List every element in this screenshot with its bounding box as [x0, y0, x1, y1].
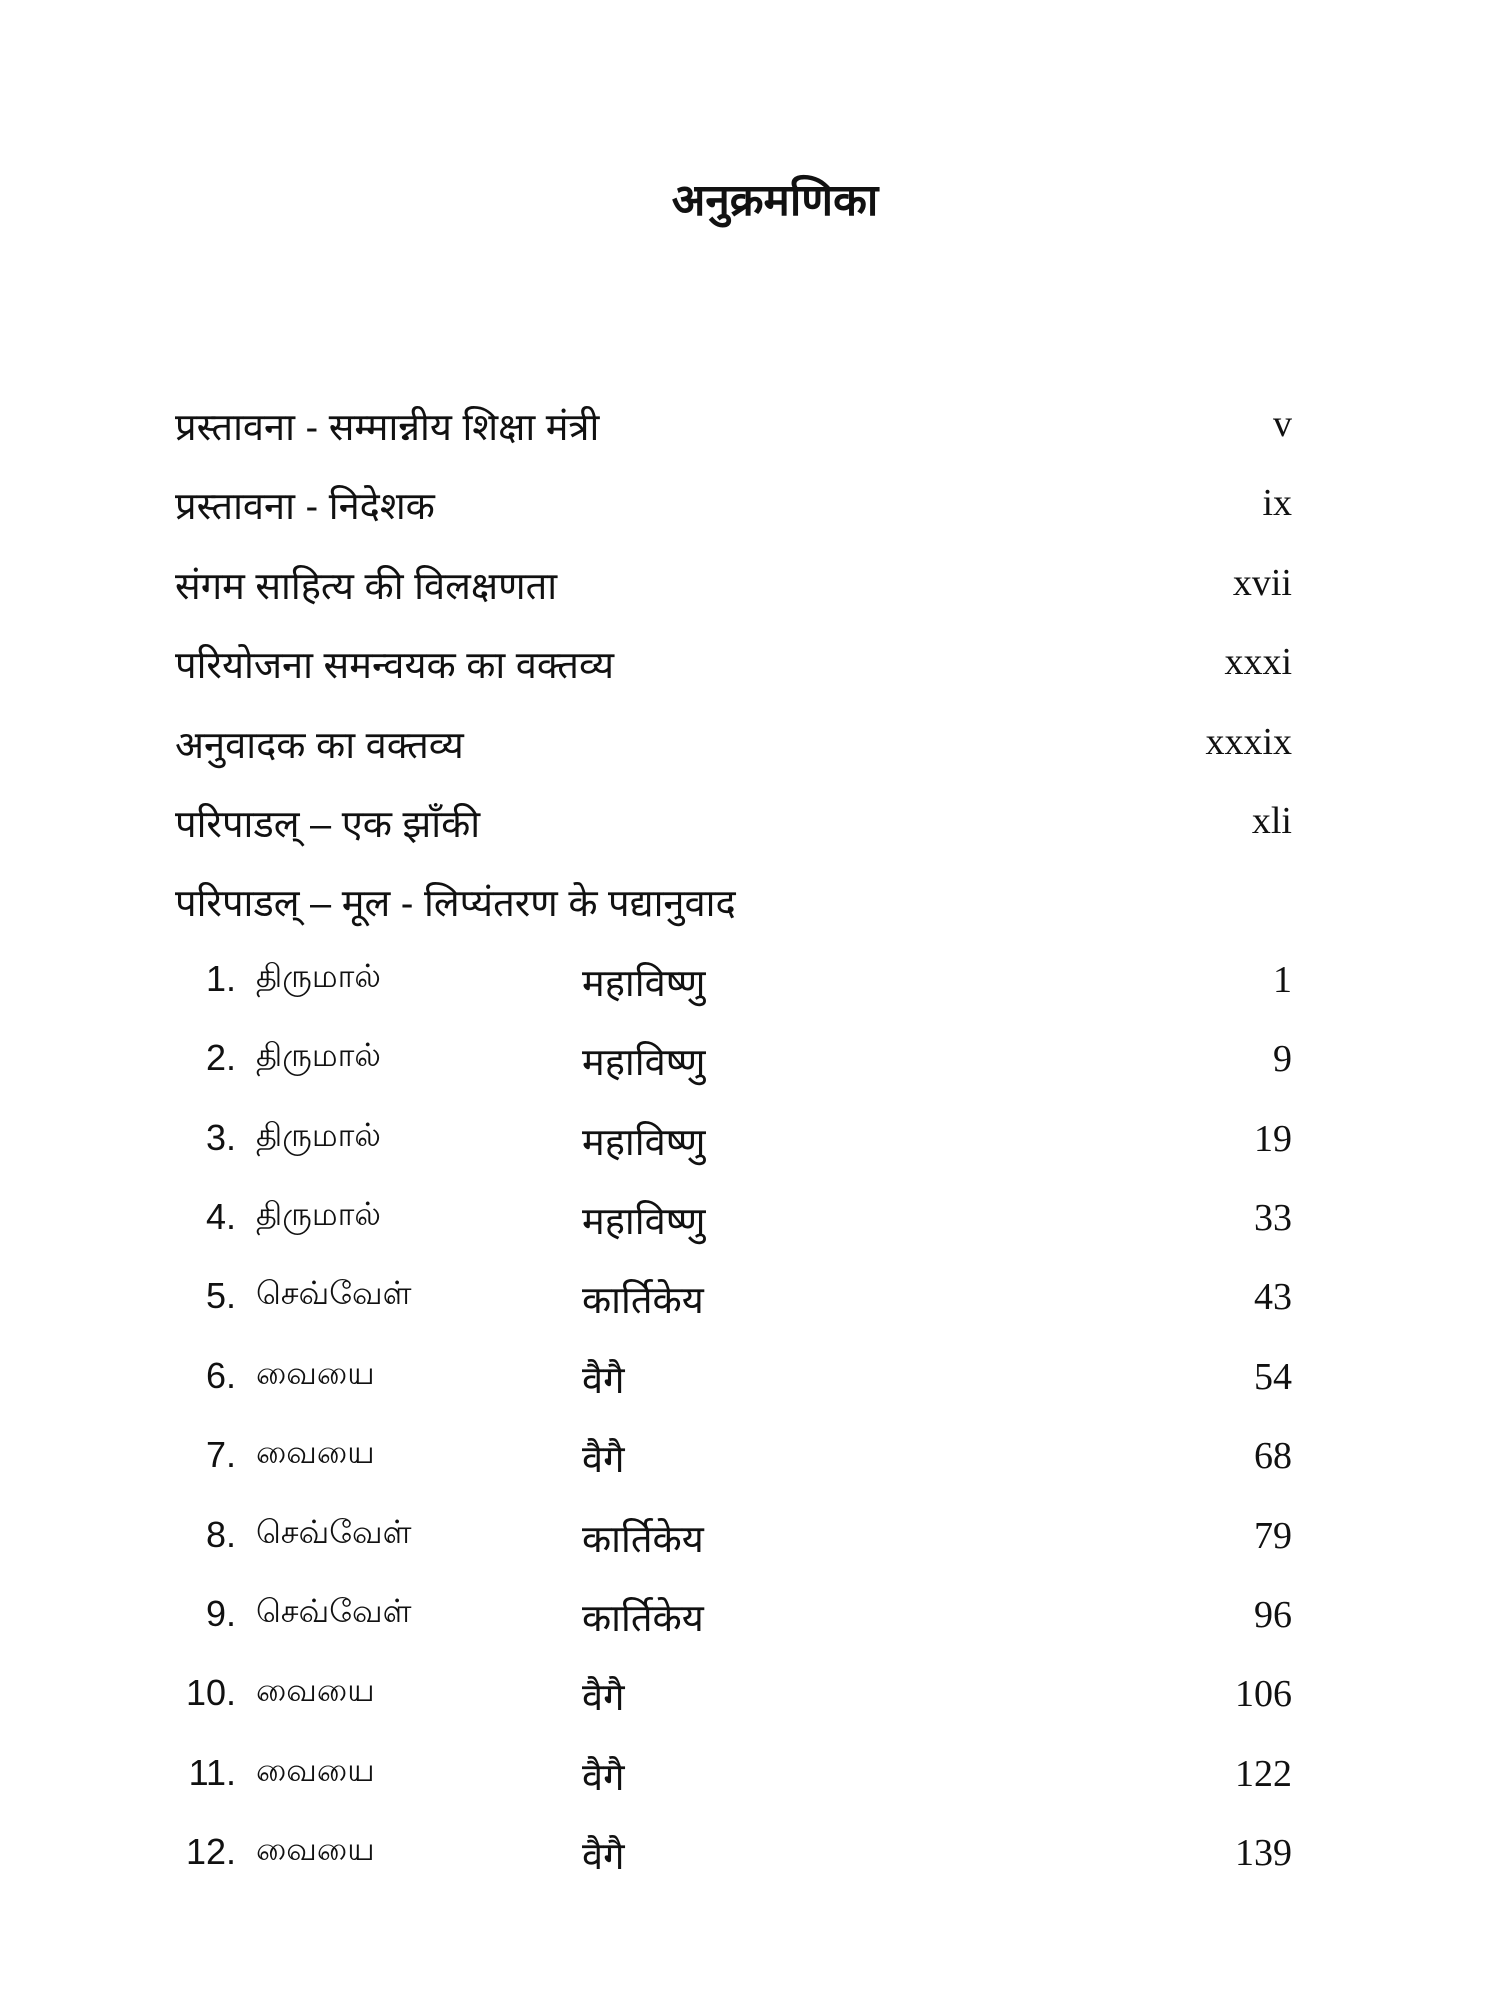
page-number: 139 [1235, 1832, 1292, 1875]
poem-entry [0, 1512, 1500, 1572]
poem-number: 5. [205, 1275, 236, 1317]
poem-number: 2. [205, 1037, 236, 1079]
poem-entry [0, 1273, 1500, 1333]
poem-number: 12. [185, 1831, 236, 1873]
poem-entry [0, 1670, 1500, 1730]
poem-number: 4. [205, 1196, 236, 1237]
hindi-title: महाविष्णु [582, 1201, 706, 1243]
poem-number: 7. [205, 1434, 236, 1476]
hindi-title: वैगै [582, 1359, 625, 1402]
page-number: xvii [1232, 561, 1292, 604]
poem-entry [0, 1115, 1500, 1175]
poem-number: 10. [185, 1672, 236, 1714]
hindi-title: वैगै [582, 1439, 625, 1482]
entry-title: परिपाडल् – एक झाँकी [175, 804, 481, 846]
hindi-title: महाविष्णु [582, 1042, 706, 1085]
entry-title: अनुवादक का वक्तव्य [175, 724, 464, 767]
page-number: xxxi [1224, 641, 1292, 684]
toc-entry [0, 718, 1500, 778]
toc-entry [0, 400, 1500, 460]
page-number: 122 [1235, 1752, 1292, 1795]
hindi-title: वैगै [582, 1756, 625, 1799]
poem-number: 11. [188, 1751, 236, 1793]
page-number: 96 [1254, 1594, 1292, 1636]
hindi-title: कार्तिकेय [582, 1280, 704, 1323]
page-number: 68 [1254, 1435, 1292, 1478]
poem-entry [0, 1432, 1500, 1492]
page-number: 9 [1273, 1038, 1292, 1081]
tamil-title: திருமால் [256, 957, 381, 994]
toc-entry [0, 559, 1500, 619]
tamil-title: வையை [256, 1751, 375, 1788]
page-number: 33 [1254, 1197, 1292, 1239]
page-number: 106 [1235, 1673, 1292, 1716]
poem-entry [0, 1591, 1500, 1651]
poem-entry [0, 1750, 1500, 1810]
tamil-title: வையை [256, 1354, 375, 1391]
page-number: 19 [1254, 1117, 1292, 1160]
page-number: xli [1251, 800, 1292, 842]
entry-title: परियोजना समन्वयक का वक्तव्य [175, 645, 614, 688]
poem-number: 6. [205, 1354, 236, 1396]
hindi-title: कार्तिकेय [582, 1518, 704, 1561]
poem-entry [0, 956, 1500, 1016]
poem-number: 1. [205, 957, 236, 999]
hindi-title: महाविष्णु [582, 1121, 706, 1164]
toc-entry [0, 638, 1500, 698]
tamil-title: வையை [256, 1434, 375, 1471]
hindi-title: वैगै [582, 1836, 625, 1879]
tamil-title: வையை [256, 1831, 375, 1868]
tamil-title: திருமால் [256, 1116, 381, 1153]
toc-entry [0, 797, 1500, 857]
poem-number: 3. [205, 1116, 236, 1158]
poem-entry [0, 1035, 1500, 1095]
poem-number: 8. [205, 1513, 236, 1555]
toc-entry [0, 876, 1500, 936]
hindi-title: महाविष्णु [582, 962, 706, 1005]
tamil-title: வையை [256, 1672, 375, 1709]
page-number: ix [1262, 482, 1292, 525]
tamil-title: திருமால் [256, 1037, 381, 1074]
tamil-title: திருமால் [256, 1196, 381, 1232]
page-title: अनुक्रमणिका [671, 176, 879, 225]
entry-title: प्रस्तावना - निदेशक [175, 486, 435, 529]
poem-entry [0, 1194, 1500, 1254]
entry-title: संगम साहित्य की विलक्षणता [175, 565, 558, 608]
page-number: xxxix [1205, 720, 1292, 763]
page-number: 54 [1254, 1355, 1292, 1398]
tamil-title: செவ்வேள் [256, 1275, 412, 1312]
poem-number: 9. [205, 1593, 236, 1634]
tamil-title: செவ்வேள் [256, 1513, 412, 1550]
page-number: 1 [1273, 958, 1292, 1001]
hindi-title: वैगै [582, 1677, 625, 1720]
entry-title: प्रस्तावना - सम्मान्नीय शिक्षा मंत्री [175, 407, 600, 449]
entry-title: परिपाडल् – मूल - लिप्यंतरण के पद्यानुवाद [175, 883, 736, 926]
toc-entry [0, 479, 1500, 539]
tamil-title: செவ்வேள் [256, 1593, 412, 1629]
page-number: 43 [1254, 1276, 1292, 1319]
page-number: 79 [1254, 1514, 1292, 1557]
hindi-title: कार्तिकेय [582, 1598, 704, 1640]
poem-entry [0, 1353, 1500, 1413]
page-number: v [1273, 403, 1292, 445]
poem-entry [0, 1829, 1500, 1889]
